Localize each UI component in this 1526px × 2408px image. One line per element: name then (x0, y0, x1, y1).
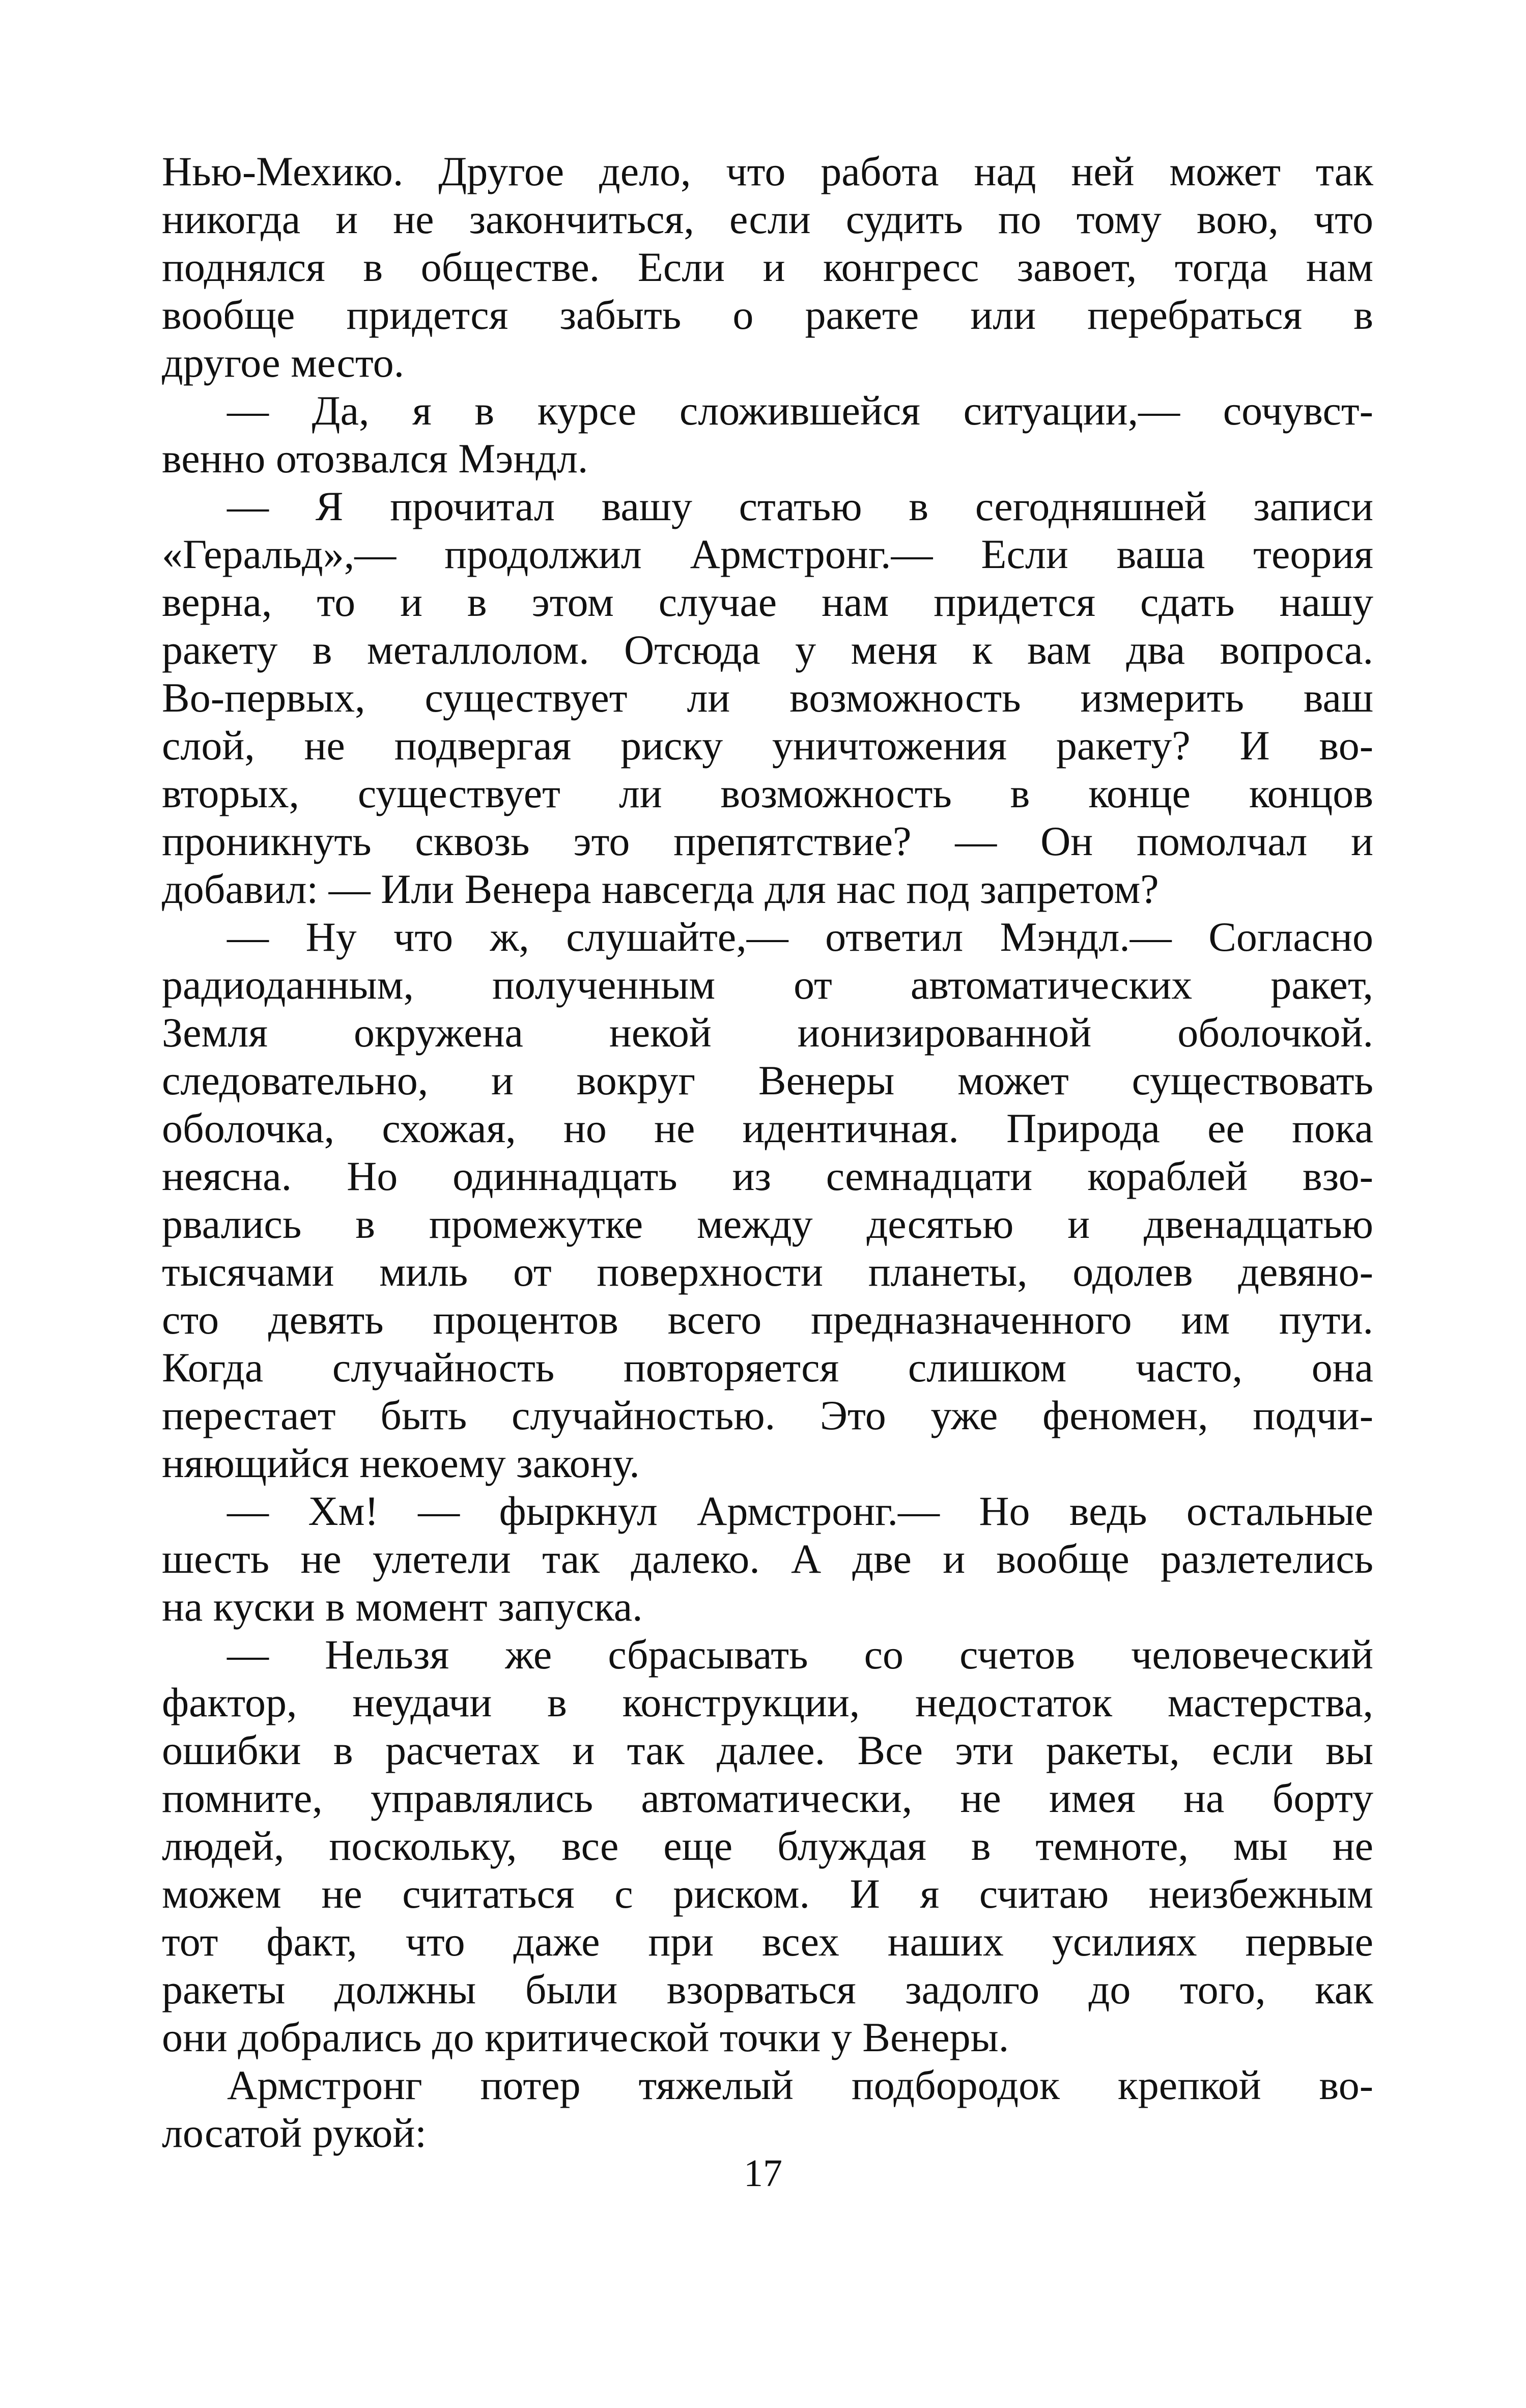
text-line: вообще придется забыть о ракете или перебраться в (162, 292, 1373, 338)
text-line: оболочка, схожая, но не идентичная. Природа ее пока (162, 1105, 1373, 1151)
text-line: Когда случайность повторяется слишком часто, она (162, 1344, 1373, 1391)
text-line: ошибки в расчетах и так далее. Все эти ракеты, если вы (162, 1727, 1373, 1773)
text-line: людей, поскольку, все еще блуждая в темноте, мы не (162, 1823, 1373, 1869)
text-line: Земля окружена некой ионизированной оболочкой. (162, 1009, 1373, 1056)
text-line: ракеты должны были взорваться задолго до того, как (162, 1966, 1373, 2013)
text-line: — Да, я в курсе сложившейся ситуации,— сочувст- (227, 387, 1373, 434)
text-line: на куски в момент запуска. (162, 1583, 643, 1630)
text-line: рвались в промежутке между десятью и двенадцатью (162, 1201, 1373, 1247)
text-line: они добрались до критической точки у Венеры. (162, 2014, 1009, 2060)
text-line: няющийся некоему закону. (162, 1440, 640, 1486)
text-line: венно отозвался Мэндл. (162, 435, 588, 481)
text-line: — Я прочитал вашу статью в сегодняшней записи (227, 483, 1373, 529)
text-line: лосатой рукой: (162, 2110, 427, 2156)
text-line: тысячами миль от поверхности планеты, одолев девяно- (162, 1249, 1373, 1295)
text-line: другое место. (162, 339, 405, 386)
text-line: Армстронг потер тяжелый подбородок крепкой во- (227, 2062, 1373, 2108)
text-line: радиоданным, полученным от автоматических ракет, (162, 961, 1373, 1008)
text-line: ракету в металлолом. Отсюда у меня к вам два вопроса. (162, 627, 1373, 673)
text-line: неясна. Но одиннадцать из семнадцати кораблей взо- (162, 1153, 1373, 1199)
text-line: «Геральд»,— продолжил Армстронг.— Если ваша теория (162, 531, 1373, 577)
text-line: Нью-Мехико. Другое дело, что работа над ней может так (162, 148, 1373, 194)
text-line: верна, то и в этом случае нам придется сдать нашу (162, 579, 1373, 625)
text-line: поднялся в обществе. Если и конгресс завоет, тогда нам (162, 244, 1373, 290)
text-line: можем не считаться с риском. И я считаю неизбежным (162, 1871, 1373, 1917)
text-line: перестает быть случайностью. Это уже феномен, подчи- (162, 1392, 1373, 1438)
text-line: — Хм! — фыркнул Армстронг.— Но ведь остальные (227, 1488, 1373, 1534)
text-line: проникнуть сквозь это препятствие? — Он помолчал и (162, 818, 1373, 864)
page-number: 17 (744, 2152, 782, 2195)
text-line: фактор, неудачи в конструкции, недостаток мастерства, (162, 1679, 1373, 1725)
text-line: следовательно, и вокруг Венеры может существовать (162, 1057, 1373, 1103)
text-line: — Нельзя же сбрасывать со счетов человеческий (227, 1631, 1373, 1678)
text-line: помните, управлялись автоматически, не имея на борту (162, 1775, 1373, 1821)
text-line: слой, не подвергая риску уничтожения ракету? И во- (162, 722, 1373, 769)
text-line: — Ну что ж, слушайте,— ответил Мэндл.— Согласно (227, 914, 1373, 960)
text-line: добавил: — Или Венера навсегда для нас под запретом? (162, 866, 1159, 912)
text-line: никогда и не закончиться, если судить по тому вою, что (162, 196, 1373, 242)
text-line: шесть не улетели так далеко. А две и вообще разлетелись (162, 1536, 1373, 1582)
text-line: сто девять процентов всего предназначенного им пути. (162, 1296, 1373, 1343)
text-line: Во-первых, существует ли возможность измерить ваш (162, 674, 1373, 721)
body-text (162, 148, 1373, 2157)
text-line: вторых, существует ли возможность в конце концов (162, 770, 1373, 816)
text-line: тот факт, что даже при всех наших усилиях первые (162, 1918, 1373, 1965)
